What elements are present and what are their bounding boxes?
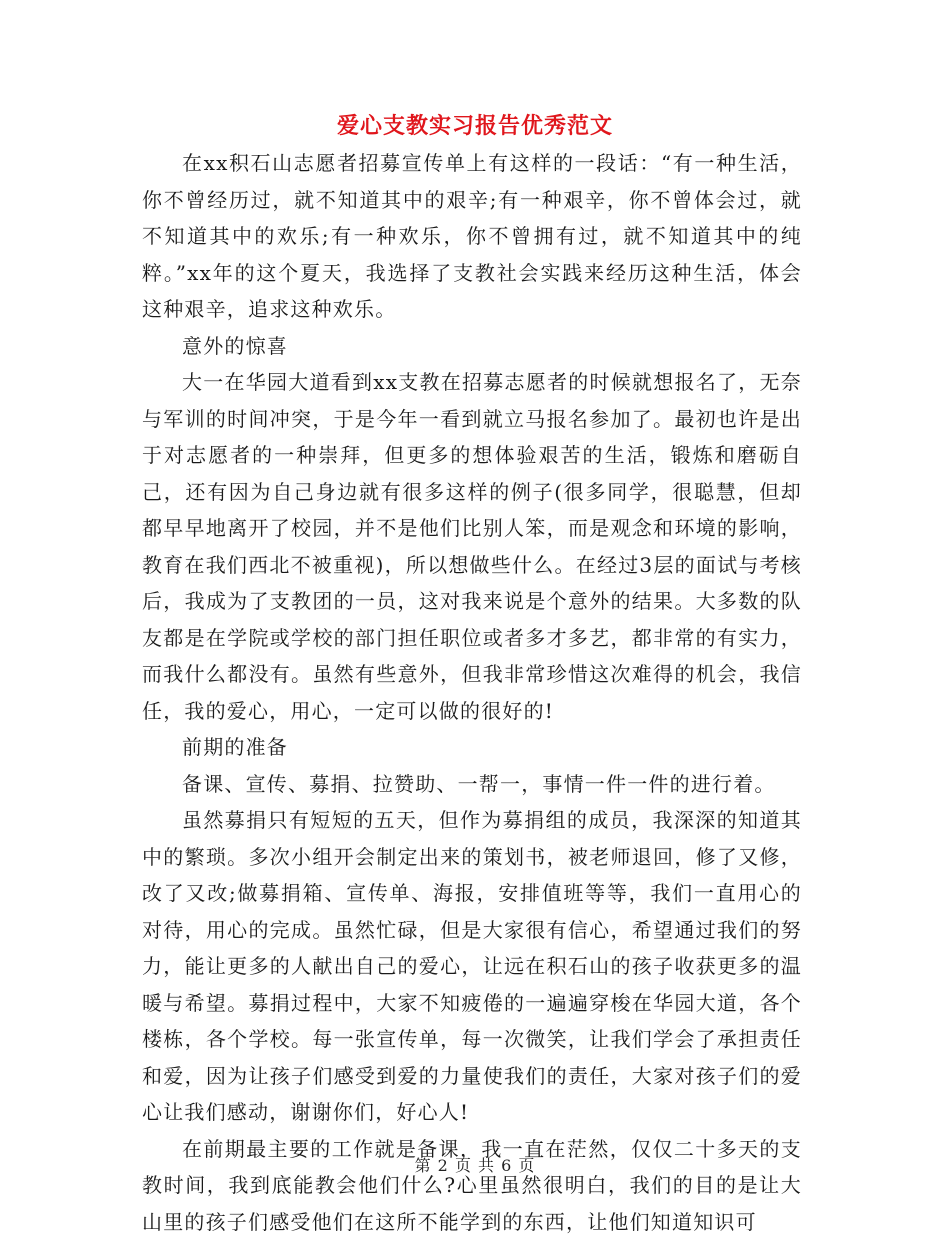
section-heading-preparation: 前期的准备 — [142, 729, 802, 766]
paragraph-lesson-prep: 在前期最主要的工作就是备课，我一直在茫然，仅仅二十多天的支教时间，我到底能教会他们什么?心里虽然很明白，我们的目的是让大山里的孩子们感受他们在这所不能学到的东西，让他们知道知识可 — [142, 1131, 802, 1240]
paragraph-fundraising: 虽然募捐只有短短的五天，但作为募捐组的成员，我深深的知道其中的繁琐。多次小组开会制定出来的策划书，被老师退回，修了又修，改了又改;做募捐箱、宣传单、海报，安排值班等等，我们一直用心的对待，用心的完成。虽然忙碌，但是大家很有信心，希望通过我们的努力，能让更多的人献出自己的爱心，让远在积石山的孩子收获更多的温暖与希望。募捐过程中，大家不知疲倦的一遍遍穿梭在华园大道，各个楼栋，各个学校。每一张宣传单，每一次微笑，让我们学会了承担责任和爱，因为让孩子们感受到爱的力量使我们的责任，大家对孩子们的爱心让我们感动，谢谢你们，好心人! — [142, 802, 802, 1131]
paragraph-surprise: 大一在华园大道看到xx支教在招募志愿者的时候就想报名了，无奈与军训的时间冲突，于是今年一看到就立马报名参加了。最初也许是出于对志愿者的一种崇拜，但更多的想体验艰苦的生活，锻炼和磨砺自己，还有因为自己身边就有很多这样的例子(很多同学，很聪慧，但却都早早地离开了校园，并不是他们比别人笨，而是观念和环境的影响，教育在我们西北不被重视)，所以想做些什么。在经过3层的面试与考核后，我成为了支教团的一员，这对我来说是个意外的结果。大多数的队友都是在学院或学校的部门担任职位或者多才多艺，都非常的有实力，而我什么都没有。虽然有些意外，但我非常珍惜这次难得的机会，我信任，我的爱心，用心，一定可以做的很好的! — [142, 364, 802, 729]
document-body — [142, 145, 802, 1240]
section-heading-surprise: 意外的惊喜 — [142, 328, 802, 365]
paragraph-intro: 在xx积石山志愿者招募宣传单上有这样的一段话：“有一种生活，你不曾经历过，就不知道其中的艰辛;有一种艰辛，你不曾体会过，就不知道其中的欢乐;有一种欢乐，你不曾拥有过，就不知道其中的纯粹。”xx年的这个夏天，我选择了支教社会实践来经历这种生活，体会这种艰辛，追求这种欢乐。 — [142, 145, 802, 328]
paragraph-tasks: 备课、宣传、募捐、拉赞助、一帮一，事情一件一件的进行着。 — [142, 766, 802, 803]
page-number-footer: 第 2 页 共 6 页 — [0, 1153, 950, 1176]
document-title: 爱心支教实习报告优秀范文 — [0, 108, 950, 144]
